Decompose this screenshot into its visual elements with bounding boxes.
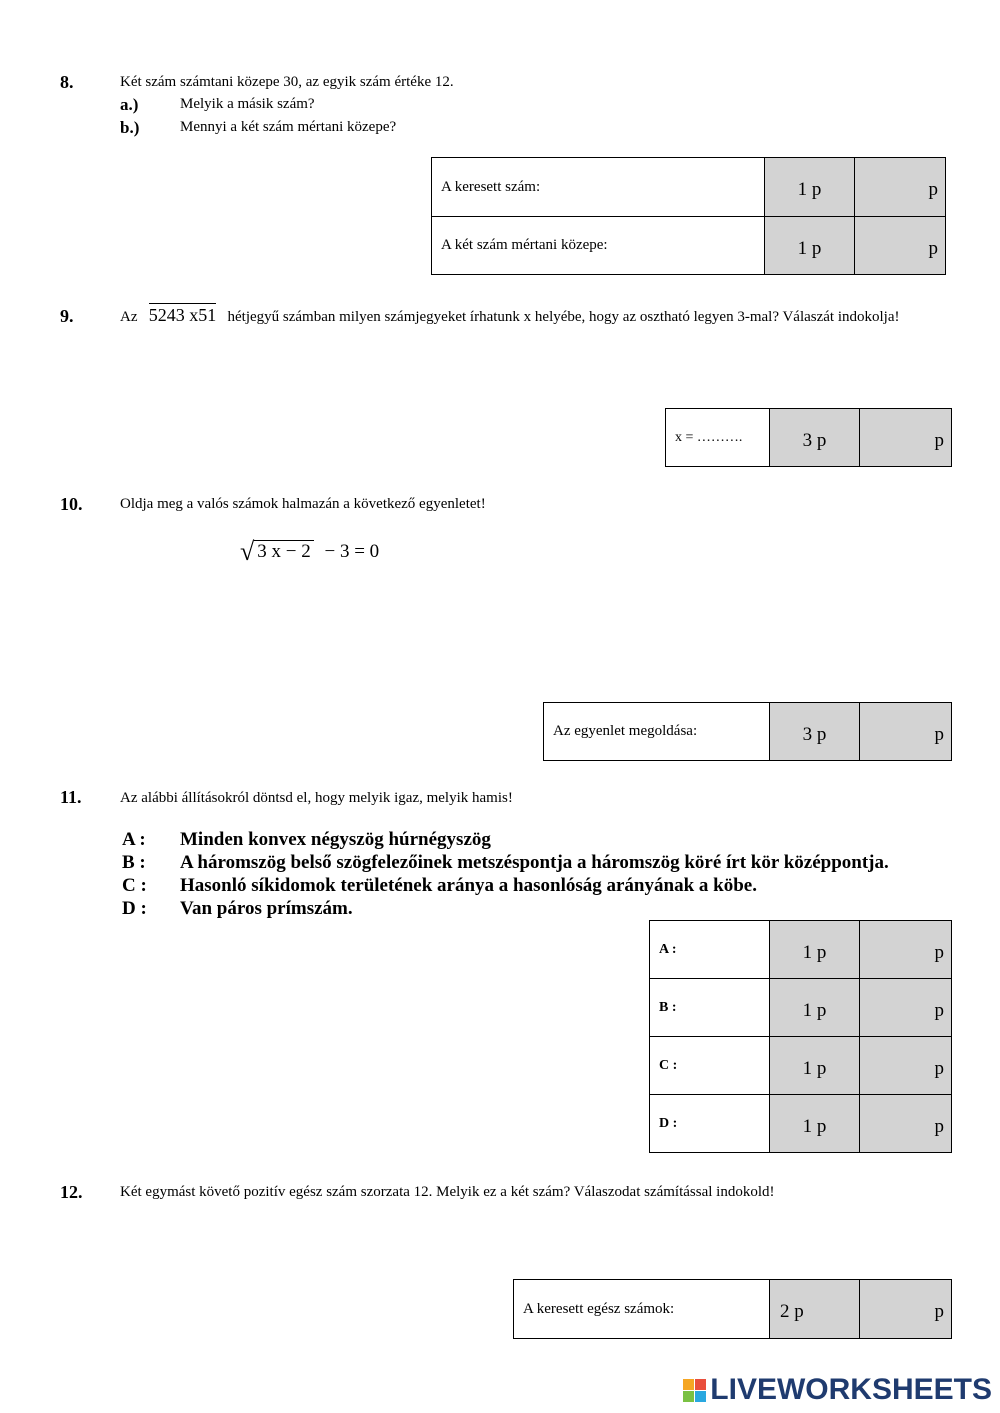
q10-score-row <box>544 703 952 761</box>
q11-text: Az alábbi állításokról döntsd el, hogy melyik igaz, melyik hamis! <box>120 790 513 806</box>
q8-row-earned-field[interactable]: p <box>855 158 946 217</box>
sqrt-icon-wrap <box>240 534 314 564</box>
q11-stmt-c-text: Hasonló síkidomok területének aránya a hasonlóság arányának a köbe. <box>180 875 757 896</box>
q10-score-table <box>543 702 952 761</box>
q9-row-label: x = ………. <box>666 409 770 467</box>
q11-row-points: 1 p <box>770 1037 860 1095</box>
q12-row-earned-field[interactable]: p <box>860 1280 952 1339</box>
q9-number-overline: 5243 x51 <box>148 305 217 325</box>
q11-stmt-a-letter: A : <box>122 829 146 850</box>
q12-score-table <box>513 1279 952 1339</box>
q10-radicand: 3 x − 2 <box>254 540 313 562</box>
q8-row-points: 1 p <box>765 158 855 217</box>
q10-equation-rest: − 3 = 0 <box>324 541 380 562</box>
q8-row-earned-field[interactable]: p <box>855 217 946 275</box>
q9-text <box>120 303 937 330</box>
q11-row-points: 1 p <box>770 1095 860 1153</box>
q11-stmt-b-letter: B : <box>122 852 146 873</box>
logo-text: LIVEWORKSHEETS <box>710 1373 992 1406</box>
q10-number: 10. <box>60 494 83 514</box>
q12-text: Két egymást követő pozitív egész szám szorzata 12. Melyik ez a két szám? Válaszodat számítással indokold! <box>120 1184 775 1200</box>
q8-score-table <box>431 157 946 275</box>
q9-number: 9. <box>60 306 74 326</box>
logo-blocks-icon <box>683 1379 706 1402</box>
q11-row-points: 1 p <box>770 921 860 979</box>
q10-equation <box>240 534 379 564</box>
q12-row-points: 2 p <box>770 1280 860 1339</box>
q9-row-points: 3 p <box>770 409 860 467</box>
q8-row-label: A keresett szám: <box>432 158 765 217</box>
q11-score-row <box>650 1095 952 1153</box>
liveworksheets-logo[interactable] <box>683 1373 992 1407</box>
q11-stmt-d-text: Van páros prímszám. <box>180 898 353 919</box>
q8-text: Két szám számtani közepe 30, az egyik szám értéke 12. <box>120 74 454 90</box>
q9-text-after: hétjegyű számban milyen számjegyeket írhatunk x helyébe, hogy az osztható legyen 3-mal? Válaszát indokolja! <box>227 309 900 325</box>
q8-sub-a-text: Melyik a másik szám? <box>180 96 315 112</box>
q8-score-row <box>432 217 946 275</box>
q9-row-earned-field[interactable]: p <box>860 409 952 467</box>
q9-score-row <box>666 409 952 467</box>
q8-sub-b-letter: b.) <box>120 118 140 137</box>
q9-text-before: Az <box>120 309 138 325</box>
q11-score-table <box>649 920 952 1153</box>
q12-score-row <box>514 1280 952 1339</box>
logo-block <box>695 1391 706 1402</box>
logo-block <box>695 1379 706 1390</box>
q11-score-row <box>650 979 952 1037</box>
q12-row-label: A keresett egész számok: <box>514 1280 770 1339</box>
q10-row-earned-field[interactable]: p <box>860 703 952 761</box>
q8-sub-b-text: Mennyi a két szám mértani közepe? <box>180 119 397 135</box>
logo-block <box>683 1391 694 1402</box>
q11-row-points: 1 p <box>770 979 860 1037</box>
q12-number: 12. <box>60 1182 83 1202</box>
q8-sub-a-letter: a.) <box>120 95 139 114</box>
q11-row-earned-field[interactable]: p <box>860 921 952 979</box>
q8-score-row <box>432 158 946 217</box>
q11-stmt-a-text: Minden konvex négyszög húrnégyszög <box>180 829 491 850</box>
q8-row-points: 1 p <box>765 217 855 275</box>
q11-row-earned-field[interactable]: p <box>860 979 952 1037</box>
q10-text: Oldja meg a valós számok halmazán a következő egyenletet! <box>120 496 486 512</box>
q9-score-table <box>665 408 952 467</box>
q10-row-points: 3 p <box>770 703 860 761</box>
q11-stmt-c-letter: C : <box>122 875 147 896</box>
q11-row-earned-field[interactable]: p <box>860 1037 952 1095</box>
q8-row-label: A két szám mértani közepe: <box>432 217 765 275</box>
q10-row-label: Az egyenlet megoldása: <box>544 703 770 761</box>
logo-block <box>683 1379 694 1390</box>
q11-stmt-d-letter: D : <box>122 898 147 919</box>
q11-row-label: A : <box>650 921 770 979</box>
sqrt-icon: √ <box>240 537 255 566</box>
q11-row-label: B : <box>650 979 770 1037</box>
q11-score-row <box>650 921 952 979</box>
q11-row-earned-field[interactable]: p <box>860 1095 952 1153</box>
q11-score-row <box>650 1037 952 1095</box>
q11-row-label: C : <box>650 1037 770 1095</box>
q8-number: 8. <box>60 72 74 92</box>
q11-number: 11. <box>60 787 82 807</box>
q11-row-label: D : <box>650 1095 770 1153</box>
q11-stmt-b-text: A háromszög belső szögfelezőinek metszéspontja a háromszög köré írt kör középpontja. <box>180 852 889 873</box>
